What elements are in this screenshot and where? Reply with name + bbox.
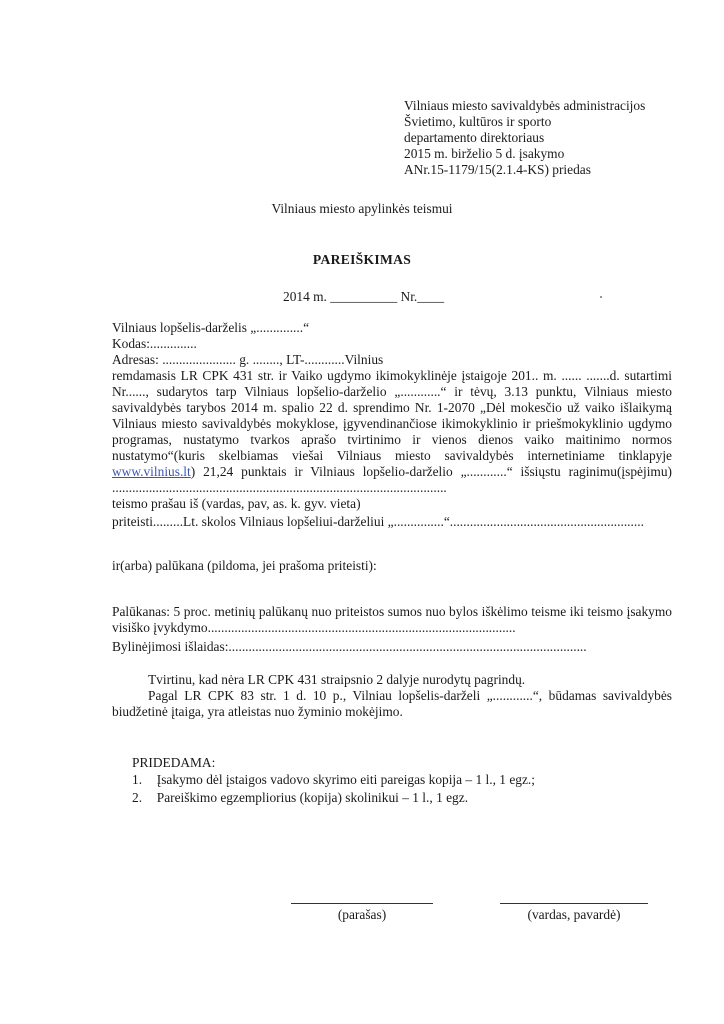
applicant-name: Vilniaus lopšelis-darželis „..............“ bbox=[112, 320, 310, 335]
scan-speck bbox=[600, 296, 602, 298]
confirmation-text: Tvirtinu, kad nėra LR CPK 431 straipsnio 2 dalyje nurodytų pagrindų. bbox=[148, 672, 526, 687]
attachments-heading: PRIDEDAMA: bbox=[132, 755, 216, 770]
attachment-text: Įsakymo dėl įstaigos vadovo skyrimo eiti pareigas kopija – 1 l., 1 egz.; bbox=[156, 772, 535, 787]
header-line: Vilniaus miesto savivaldybės administracijos bbox=[404, 98, 646, 113]
attachment-item bbox=[132, 772, 535, 788]
attachment-item bbox=[132, 790, 468, 806]
signature-label: (parašas) bbox=[337, 907, 387, 922]
request-line-1: teismo prašau iš (vardas, pav, as. k. gyv. vieta) bbox=[112, 496, 361, 511]
document-title: PAREIŠKIMAS bbox=[312, 252, 412, 267]
approval-header bbox=[404, 98, 645, 178]
exemption-text: Pagal LR CPK 83 str. 1 d. 10 p., Vilniau lopšelis-darželi „............“, būdamas savivaldybės biudžetinė įtaiga, yra atleistas nuo žyminio mokėjimo. bbox=[112, 688, 672, 719]
interest-text: Palūkanas: 5 proc. metinių palūkanų nuo priteistos sumos nuo bylos iškėlimo teisme iki teismo įsakymo visiško įvykdymo............................................................................................ bbox=[112, 604, 672, 635]
paragraph-text: remdamasis LR CPK 431 str. ir Vaiko ugdymo ikimokyklinėje įstaigoje 201.. m. ...... .......d. sutartimi Nr......, sudarytos tarp Vilniaus lopšelio-darželio „............“ ir tėvų, 3.13 punktu, Vilniaus miesto savivaldybės tarybos 2014 m. spalio 22 d. sprendimo Nr. 1-2070 „Dėl mokesčio už vaiko išlaikymą Vilniaus miesto savivaldybės mokyklose, įgyvendinančiose ikimokyklinio ir priešmokyklinio ugdymo programas, nustatymo tvarkos aprašo tvirtinimo ir vienos dienos vaiko maitinimo normos nustatymo“(kuris skelbiamas viešai Vilniaus miesto savivaldybės internetiniame tinklapyje bbox=[112, 368, 672, 463]
court-addressee: Vilniaus miesto apylinkės teismui bbox=[271, 201, 453, 216]
main-paragraph bbox=[112, 368, 672, 496]
request-line-2: priteisti.........Lt. skolos Vilniaus lopšeliui-darželiui „...............“.......................................................... bbox=[112, 514, 644, 529]
header-line: ANr.15-1179/15(2.1.4-KS) priedas bbox=[404, 162, 591, 177]
header-line: Švietimo, kultūros ir sporto bbox=[404, 114, 552, 129]
applicant-code: Kodas:.............. bbox=[112, 336, 197, 351]
attachment-text: Pareiškimo egzempliorius (kopija) skolinikui – 1 l., 1 egz. bbox=[156, 790, 469, 805]
interest-note: ir(arba) palūkana (pildoma, jei prašoma priteisti): bbox=[112, 558, 377, 573]
attachment-number: 2. bbox=[132, 790, 143, 805]
header-line: departamento direktoriaus bbox=[404, 130, 545, 145]
applicant-address: Adresas: ...................... g. ........, LT-............Vilnius bbox=[112, 352, 384, 367]
paragraph-text: ) 21,24 punktais ir Vilniaus lopšelio-darželio „............“ išsiųstu raginimu(įspėjimu) .................................................................................................... bbox=[112, 464, 672, 495]
date-number-line: 2014 m. __________ Nr.____ bbox=[283, 289, 445, 304]
website-link[interactable]: www.vilnius.lt bbox=[112, 464, 191, 479]
litigation-costs: Bylinėjimosi išlaidas:........................................................................................................... bbox=[112, 639, 587, 654]
name-label: (vardas, pavardė) bbox=[527, 907, 621, 922]
name-line bbox=[500, 903, 648, 904]
header-line: 2015 m. birželio 5 d. įsakymo bbox=[404, 146, 565, 161]
signature-line bbox=[291, 903, 433, 904]
attachment-number: 1. bbox=[132, 772, 143, 787]
